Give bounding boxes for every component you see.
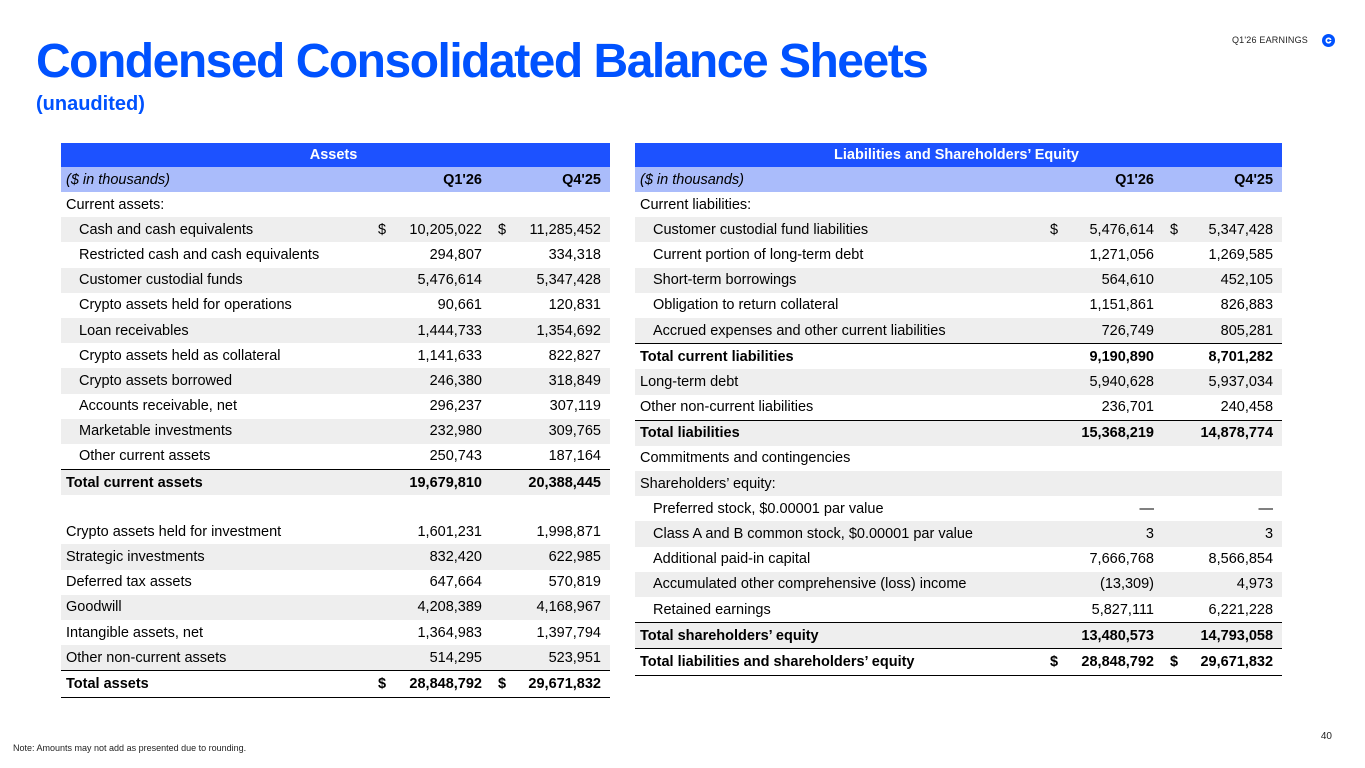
current-assets-label-row [61,192,610,217]
table-row [61,343,610,368]
value-q4-25: 570,819 [548,574,601,591]
commitments-row [635,446,1282,471]
value-q4-25: 622,985 [511,544,610,569]
value-q1-26: 1,141,633 [417,347,482,364]
row-label: Class A and B common stock, $0.00001 par value [635,521,1043,546]
row-label: Marketable investments [61,419,371,444]
value-q4-25: 826,883 [1220,297,1274,314]
table-row [635,318,1282,344]
value-q1-26: 232,980 [391,419,491,444]
page-title: Condensed Consolidated Balance Sheets [36,35,928,88]
table-row [61,268,610,293]
coinbase-logo-icon [1322,34,1335,47]
table-row [635,547,1282,572]
total-row [635,344,1282,370]
row-label: Customer custodial funds [61,268,371,293]
row-label: Accumulated other comprehensive (loss) income [635,572,1043,597]
value-q4-25: 5,347,428 [511,268,610,293]
value-q1-26: 5,827,111 [1091,601,1154,618]
units-label: ($ in thousands) [635,167,1043,192]
value-q1-26: 726,749 [1063,318,1163,344]
table-row [635,242,1282,267]
row-label: Total shareholders’ equity [635,623,1043,649]
column-header-q1-26: Q1'26 [1063,167,1163,192]
table-row [635,293,1282,318]
value-q1-26: 15,368,219 [1063,420,1163,446]
value-q1-26: 5,940,628 [1063,369,1163,394]
table-row [635,496,1282,521]
row-label: Commitments and contingencies [640,450,851,467]
row-label: Strategic investments [61,544,371,569]
table-row [61,217,610,242]
value-q4-25: 20,388,445 [511,470,610,496]
value-q1-26: 5,476,614 [1063,217,1163,242]
table-row [61,444,610,470]
value-q4-25: 187,164 [548,448,601,465]
table-row [61,645,610,671]
currency-symbol: $ [371,217,391,242]
page-subtitle: (unaudited) [36,93,145,115]
row-label: Short-term borrowings [635,268,1043,293]
row-label: Loan receivables [61,318,371,343]
value-q1-26: 9,190,890 [1063,344,1163,370]
value-q4-25: 14,878,774 [1183,420,1282,446]
equity-label-row [635,471,1282,496]
row-label: Cash and cash equivalents [61,217,371,242]
value-q1-26: 1,444,733 [391,318,491,343]
value-q1-26: 13,480,573 [1063,623,1163,649]
value-q4-25: 4,168,967 [511,595,610,620]
value-q4-25: 120,831 [548,297,601,314]
row-label: Crypto assets borrowed [61,368,371,393]
currency-symbol: $ [491,671,511,697]
row-label: Goodwill [61,595,371,620]
value-q1-26: 1,271,056 [1089,246,1154,263]
row-label: Other current assets [79,448,211,465]
value-q4-25: 334,318 [548,246,601,263]
currency-symbol: $ [1043,649,1063,675]
spacer-row [61,495,610,519]
report-label: Q1'26 EARNINGS [1231,35,1308,45]
assets-column-header [61,167,610,192]
row-label: Current portion of long-term debt [653,246,864,263]
table-row [635,521,1282,546]
value-q1-26: 90,661 [437,297,482,314]
value-q4-25: 11,285,452 [511,217,610,242]
table-row [635,572,1282,597]
column-header-q4-25: Q4'25 [1183,167,1282,192]
table-row [635,395,1282,421]
value-q4-25: 29,671,832 [1183,649,1282,675]
total-liabilities-equity-row [635,649,1282,675]
value-q1-26: 647,664 [429,574,482,591]
row-label: Other non-current liabilities [640,399,814,416]
total-row [635,420,1282,446]
footnote: Note: Amounts may not add as presented due to rounding. [13,743,247,753]
units-label: ($ in thousands) [61,167,371,192]
value-q4-25: 5,937,034 [1183,369,1282,394]
row-label: Accrued expenses and other current liabilities [635,318,1043,344]
row-label: Crypto assets held for operations [79,297,292,314]
value-q1-26: 5,476,614 [391,268,491,293]
assets-section-title: Assets [61,143,610,167]
value-q1-26: 28,848,792 [391,671,491,697]
row-label: Deferred tax assets [66,574,192,591]
value-q4-25: 452,105 [1183,268,1282,293]
assets-section-header [61,143,610,167]
row-label: Retained earnings [653,601,771,618]
value-q1-26: 1,364,983 [417,624,482,641]
value-q4-25: — [1258,500,1274,517]
value-q4-25: 29,671,832 [511,671,610,697]
table-row [61,394,610,419]
value-q4-25: 523,951 [511,645,610,671]
liabilities-section-title: Liabilities and Shareholders’ Equity [635,143,1282,167]
row-label: Accounts receivable, net [79,398,237,415]
row-label: Total liabilities [635,420,1043,446]
value-q4-25: 307,119 [549,398,601,415]
column-header-q4-25: Q4'25 [511,167,610,192]
brand-header [1150,30,1335,50]
value-q4-25: 6,221,228 [1208,601,1274,618]
row-label: Shareholders’ equity: [635,471,1282,496]
row-label: Restricted cash and cash equivalents [79,246,320,263]
value-q4-25: 240,458 [1220,399,1274,416]
value-q4-25: 4,973 [1183,572,1282,597]
value-q4-25: 309,765 [511,419,610,444]
table-row [61,368,610,393]
row-label: Total current liabilities [635,344,1043,370]
row-label: Current assets: [66,196,165,213]
row-label: Crypto assets held for investment [66,523,282,540]
row-label: Other non-current assets [61,645,371,671]
value-q1-26: — [1139,500,1154,517]
row-label: Long-term debt [635,369,1043,394]
row-label: Preferred stock, $0.00001 par value [653,500,884,517]
row-label: Additional paid-in capital [653,551,811,568]
value-q1-26: 514,295 [391,645,491,671]
value-q1-26: 4,208,389 [391,595,491,620]
table-row [635,597,1282,623]
row-label: Customer custodial fund liabilities [635,217,1043,242]
value-q4-25: 1,998,871 [536,523,601,540]
total-row [61,470,610,496]
total-row [635,623,1282,649]
current-liabilities-label-row [635,192,1282,217]
value-q1-26: 28,848,792 [1063,649,1163,675]
row-label: Obligation to return collateral [653,297,839,314]
currency-symbol: $ [1163,217,1183,242]
row-label: Current liabilities: [640,196,752,213]
value-q1-26: 250,743 [429,448,482,465]
table-row [635,369,1282,394]
value-q4-25: 5,347,428 [1183,217,1282,242]
table-row [61,519,610,544]
row-label: Total assets [61,671,371,697]
value-q1-26: 1,151,861 [1089,297,1154,314]
currency-symbol: $ [1163,649,1183,675]
value-q4-25: 822,827 [548,347,601,364]
value-q1-26: 296,237 [429,398,482,415]
value-q4-25: 318,849 [511,368,610,393]
value-q1-26: 7,666,768 [1089,551,1154,568]
value-q1-26: 832,420 [391,544,491,569]
value-q1-26: 246,380 [391,368,491,393]
table-row [61,318,610,343]
table-row [635,268,1282,293]
table-row [61,595,610,620]
value-q1-26: 236,701 [1101,399,1154,416]
page-number: 40 [1320,731,1332,742]
value-q4-25: 1,354,692 [511,318,610,343]
table-row [61,242,610,267]
currency-symbol: $ [491,217,511,242]
value-q4-25: 1,397,794 [536,624,601,641]
value-q1-26: 564,610 [1063,268,1163,293]
value-q1-26: (13,309) [1063,572,1163,597]
table-row [61,544,610,569]
currency-symbol: $ [371,671,391,697]
liabilities-equity-table [635,143,1282,676]
row-label: Intangible assets, net [66,624,204,641]
table-row [635,217,1282,242]
value-q4-25: 805,281 [1183,318,1282,344]
value-q1-26: 3 [1063,521,1163,546]
table-row [61,419,610,444]
value-q1-26: 10,205,022 [391,217,491,242]
value-q1-26: 19,679,810 [391,470,491,496]
column-header-q1-26: Q1'26 [391,167,491,192]
table-row [61,570,610,595]
row-label: Crypto assets held as collateral [79,347,281,364]
row-label: Total liabilities and shareholders’ equity [635,649,1043,675]
value-q4-25: 3 [1183,521,1282,546]
value-q4-25: 8,701,282 [1183,344,1282,370]
row-label: Total current assets [61,470,371,496]
liabilities-section-header [635,143,1282,167]
table-row [61,293,610,318]
value-q4-25: 8,566,854 [1208,551,1274,568]
value-q1-26: 294,807 [429,246,482,263]
total-assets-row [61,671,610,697]
value-q4-25: 1,269,585 [1208,246,1274,263]
value-q1-26: 1,601,231 [417,523,482,540]
currency-symbol: $ [1043,217,1063,242]
liabilities-column-header [635,167,1282,192]
assets-table [61,143,610,698]
value-q4-25: 14,793,058 [1183,623,1282,649]
table-row [61,620,610,645]
